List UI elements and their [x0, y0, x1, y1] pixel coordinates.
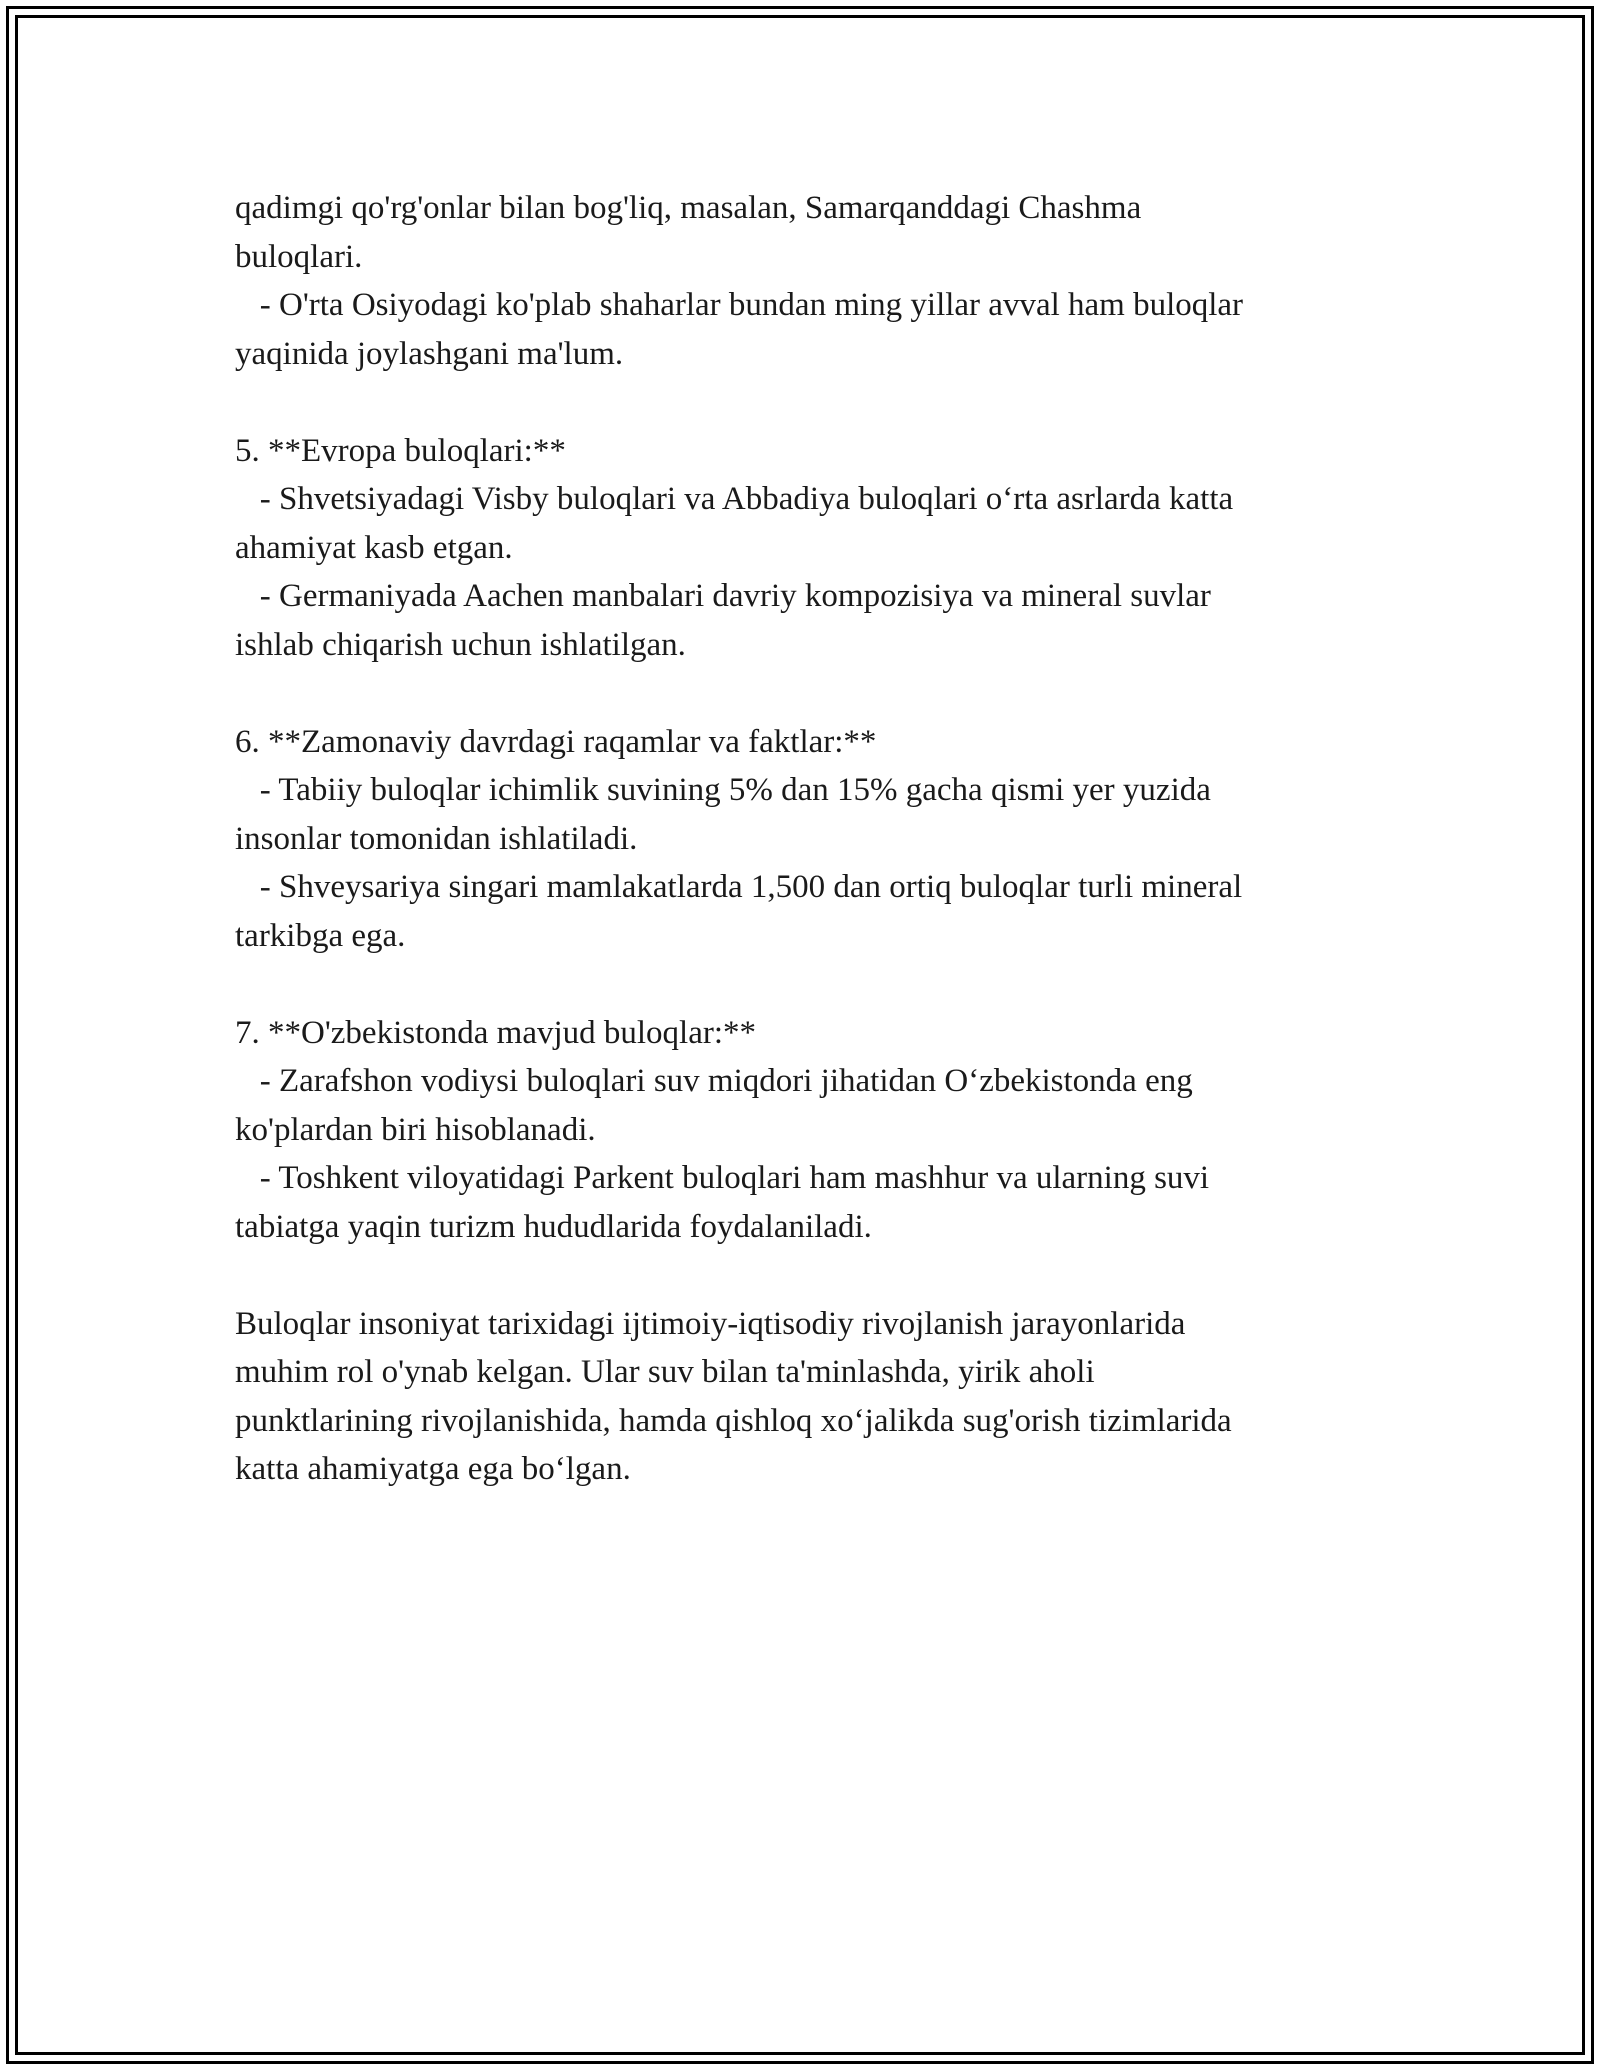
text-line: ko'plardan biri hisoblanadi.	[235, 1111, 596, 1148]
blank-line	[235, 1251, 1385, 1300]
text-line: tabiatga yaqin turizm hududlarida foydalaniladi.	[235, 1208, 872, 1245]
text-line: tarkibga ega.	[235, 917, 406, 954]
text-line: insonlar tomonidan ishlatiladi.	[235, 820, 638, 857]
section-heading-6: 6. **Zamonaviy davrdagi raqamlar va faktlar:**	[235, 723, 877, 760]
blank-line	[235, 669, 1385, 718]
text-line: - Toshkent viloyatidagi Parkent buloqlari ham mashhur va ularning suvi	[235, 1160, 1210, 1196]
document-body	[235, 184, 1385, 1494]
text-line: - Zarafshon vodiysi buloqlari suv miqdori jihatidan O‘zbekistonda eng	[235, 1063, 1193, 1099]
text-line: ahamiyat kasb etgan.	[235, 529, 513, 566]
conclusion-line: punktlarining rivojlanishida, hamda qishloq xo‘jalikda sug'orish tizimlarida	[235, 1402, 1232, 1439]
text-line: yaqinida joylashgani ma'lum.	[235, 335, 624, 372]
section-heading-7: 7. **O'zbekistonda mavjud buloqlar:**	[235, 1014, 757, 1051]
blank-line	[235, 378, 1385, 427]
text-line: - Germaniyada Aachen manbalari davriy kompozisiya va mineral suvlar	[235, 578, 1211, 614]
text-line: - Shvetsiyadagi Visby buloqlari va Abbadiya buloqlari o‘rta asrlarda katta	[235, 481, 1234, 517]
blank-line	[235, 960, 1385, 1009]
text-line: qadimgi qo'rg'onlar bilan bog'liq, masalan, Samarqanddagi Chashma	[235, 190, 1142, 226]
section-heading-5: 5. **Evropa buloqlari:**	[235, 432, 566, 469]
text-line: ishlab chiqarish uchun ishlatilgan.	[235, 626, 686, 663]
text-line: buloqlari.	[235, 238, 363, 275]
conclusion-line: muhim rol o'ynab kelgan. Ular suv bilan ta'minlashda, yirik aholi	[235, 1354, 1095, 1390]
conclusion-line: katta ahamiyatga ega bo‘lgan.	[235, 1451, 631, 1487]
text-line: - O'rta Osiyodagi ko'plab shaharlar bundan ming yillar avval ham buloqlar	[235, 287, 1244, 323]
conclusion-line: Buloqlar insoniyat tarixidagi ijtimoiy-iqtisodiy rivojlanish jarayonlarida	[235, 1305, 1186, 1342]
text-line: - Tabiiy buloqlar ichimlik suvining 5% dan 15% gacha qismi yer yuzida	[235, 772, 1211, 808]
text-line: - Shveysariya singari mamlakatlarda 1,500 dan ortiq buloqlar turli mineral	[235, 869, 1243, 905]
